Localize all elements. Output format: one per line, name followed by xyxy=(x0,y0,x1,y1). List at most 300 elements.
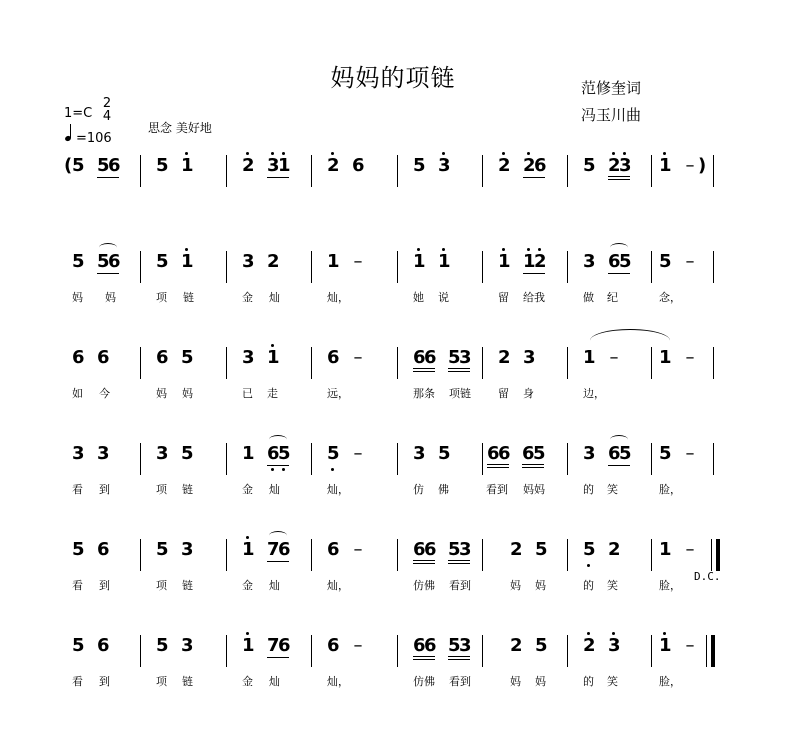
lyric: 灿， xyxy=(327,291,349,304)
note-group xyxy=(352,539,364,563)
barline xyxy=(567,539,568,571)
lyric: 给我 xyxy=(523,291,545,304)
note: 5 xyxy=(72,251,85,272)
note: 2 xyxy=(327,155,340,176)
barline xyxy=(311,635,312,667)
lyric: 项 xyxy=(156,483,167,496)
note: 6 xyxy=(534,155,547,176)
note-group xyxy=(608,443,630,466)
lyric: 妈 xyxy=(182,387,193,400)
da-capo-mark: D.C. xyxy=(694,570,721,583)
note: 5 xyxy=(448,539,461,560)
note-group xyxy=(72,539,84,563)
note: 6 xyxy=(352,155,365,176)
note: 6 xyxy=(327,635,340,656)
lyric: 灿， xyxy=(327,483,349,496)
lyric: 如 xyxy=(72,387,83,400)
note-group xyxy=(242,155,254,179)
lyric: 远， xyxy=(327,387,349,400)
lyric: 灿 xyxy=(269,675,280,688)
lyric: 妈 xyxy=(72,291,83,304)
note-group xyxy=(352,635,364,659)
time-signature-top: 2 xyxy=(102,96,112,111)
note: 2 xyxy=(510,539,523,560)
note-group xyxy=(684,635,696,659)
measure xyxy=(413,155,463,211)
barline xyxy=(397,155,398,187)
lyric: 仿佛 xyxy=(413,675,435,688)
note-group xyxy=(523,347,535,371)
note: 6 xyxy=(413,539,426,560)
lyric: 金 xyxy=(242,675,253,688)
barline xyxy=(397,635,398,667)
note-group xyxy=(498,155,510,179)
lyric: 妈妈 xyxy=(523,483,545,496)
note-group xyxy=(535,635,547,659)
dash: – xyxy=(353,539,363,560)
note-group xyxy=(583,635,595,659)
lyric: 笑 xyxy=(607,579,618,592)
barline xyxy=(140,635,141,667)
note: 2 xyxy=(608,539,621,560)
dash: – xyxy=(353,443,363,464)
lyric: 她 xyxy=(413,291,424,304)
note: 5 xyxy=(583,539,596,560)
barline xyxy=(311,155,312,187)
lyric: 脸， xyxy=(659,483,681,496)
note: 6 xyxy=(108,251,121,272)
lyric: 灿 xyxy=(269,291,280,304)
note-group xyxy=(352,347,364,371)
lyric: 笑 xyxy=(607,675,618,688)
dash: – xyxy=(685,251,695,272)
dash: – xyxy=(685,347,695,368)
note: 5 xyxy=(97,155,110,176)
barline xyxy=(482,251,483,283)
lyric: 项 xyxy=(156,291,167,304)
lyric: 项 xyxy=(156,579,167,592)
barline xyxy=(482,539,483,571)
note: 1 xyxy=(267,347,280,368)
note-group xyxy=(267,347,279,371)
note-group xyxy=(413,251,425,275)
note: 6 xyxy=(278,635,291,656)
lyric: 仿佛 xyxy=(413,579,435,592)
note-group xyxy=(498,347,510,371)
barline xyxy=(140,155,141,187)
barline xyxy=(311,443,312,475)
barline xyxy=(140,251,141,283)
barline xyxy=(226,251,227,283)
barline xyxy=(651,539,652,571)
note-group xyxy=(522,443,544,468)
note: 3 xyxy=(459,539,472,560)
note: 1 xyxy=(278,155,291,176)
note: 1 xyxy=(242,539,255,560)
note-group xyxy=(608,635,620,659)
final-barline xyxy=(716,539,720,571)
expression-mark: 思念 美好地 xyxy=(148,121,212,135)
barline xyxy=(713,347,714,379)
note: 6 xyxy=(498,443,511,464)
note-group xyxy=(97,635,109,659)
barline xyxy=(226,155,227,187)
open-paren: ( xyxy=(64,155,73,176)
note: 5 xyxy=(438,443,451,464)
note: 6 xyxy=(522,443,535,464)
score-row-3 xyxy=(0,347,786,407)
note: 5 xyxy=(659,251,672,272)
note-group xyxy=(267,635,289,658)
dash: – xyxy=(353,347,363,368)
lyric: 看到 xyxy=(449,579,471,592)
barline xyxy=(140,539,141,571)
lyric: 看 xyxy=(72,579,83,592)
note: 5 xyxy=(156,539,169,560)
note: 3 xyxy=(608,635,621,656)
note: 5 xyxy=(156,251,169,272)
song-title: 妈妈的项链 xyxy=(330,64,456,92)
note: 6 xyxy=(424,347,437,368)
barline xyxy=(482,635,483,667)
note-group xyxy=(181,635,193,659)
note: 5 xyxy=(448,347,461,368)
measure xyxy=(242,155,302,211)
note: 1 xyxy=(242,443,255,464)
note: 1 xyxy=(242,635,255,656)
note: 6 xyxy=(97,347,110,368)
lyric: 看 xyxy=(72,675,83,688)
barline xyxy=(311,251,312,283)
note-group xyxy=(181,443,193,467)
time-signature-bottom: 4 xyxy=(102,109,112,124)
note-group xyxy=(583,539,595,563)
note: 3 xyxy=(267,155,280,176)
note: 2 xyxy=(498,155,511,176)
lyric: 那条 xyxy=(413,387,435,400)
note-group xyxy=(181,539,193,563)
note-group xyxy=(97,539,109,563)
note: 1 xyxy=(181,251,194,272)
note-group xyxy=(242,251,254,275)
lyric: 项 xyxy=(156,675,167,688)
note-group xyxy=(413,443,425,467)
time-signature xyxy=(102,97,112,123)
lyric: 的 xyxy=(583,579,594,592)
lyric: 看到 xyxy=(486,483,508,496)
note: 2 xyxy=(510,635,523,656)
lyric: 灿， xyxy=(327,675,349,688)
note-head xyxy=(64,135,71,142)
lyric: 妈 xyxy=(535,675,546,688)
note-group xyxy=(510,635,522,659)
note-group xyxy=(242,443,254,467)
note-group xyxy=(72,155,84,179)
dash: – xyxy=(685,635,695,656)
measure xyxy=(498,155,558,211)
note-group xyxy=(327,347,339,371)
note-group xyxy=(72,251,84,275)
lyric: 留 xyxy=(498,387,509,400)
note: 6 xyxy=(108,155,121,176)
note-group xyxy=(97,155,119,178)
note: 5 xyxy=(97,251,110,272)
note: 3 xyxy=(459,347,472,368)
barline xyxy=(713,443,714,475)
note: 1 xyxy=(659,539,672,560)
note-group xyxy=(413,347,435,372)
measure xyxy=(583,155,643,211)
lyric: 纪 xyxy=(607,291,618,304)
score-row-4 xyxy=(0,443,786,503)
lyric: 今 xyxy=(99,387,110,400)
note: 5 xyxy=(659,443,672,464)
key-signature: 1=C xyxy=(64,106,93,121)
note-group xyxy=(523,251,545,274)
note-group xyxy=(413,155,425,179)
note-group xyxy=(659,539,671,563)
note: 5 xyxy=(535,539,548,560)
lyric: 佛 xyxy=(438,483,449,496)
barline xyxy=(482,347,483,379)
barline xyxy=(140,443,141,475)
note: 5 xyxy=(327,443,340,464)
note: 1 xyxy=(438,251,451,272)
note: 5 xyxy=(448,635,461,656)
note: 6 xyxy=(608,443,621,464)
barline xyxy=(567,443,568,475)
note: 6 xyxy=(487,443,500,464)
barline xyxy=(567,635,568,667)
note-group xyxy=(684,539,696,563)
tempo-marking: =106 xyxy=(76,131,112,146)
barline xyxy=(140,347,141,379)
note-group xyxy=(156,155,168,179)
note-group xyxy=(327,443,339,467)
note: 3 xyxy=(413,443,426,464)
note: 3 xyxy=(583,443,596,464)
dash: – xyxy=(353,251,363,272)
note-group xyxy=(684,443,696,467)
note: 6 xyxy=(278,539,291,560)
lyric: 边， xyxy=(583,387,605,400)
note-group xyxy=(242,347,254,371)
dash: – xyxy=(685,539,695,560)
note: 2 xyxy=(534,251,547,272)
score-row-5 xyxy=(0,539,786,599)
dash: – xyxy=(685,443,695,464)
barline xyxy=(706,635,707,667)
note-group xyxy=(659,443,671,467)
note: 5 xyxy=(156,155,169,176)
note-group xyxy=(156,347,168,371)
barline xyxy=(482,155,483,187)
note-group xyxy=(156,539,168,563)
note-group xyxy=(352,251,364,275)
note: 6 xyxy=(97,539,110,560)
note: 3 xyxy=(181,635,194,656)
note-group xyxy=(97,251,119,274)
note: 1 xyxy=(327,251,340,272)
note-group xyxy=(156,635,168,659)
barline xyxy=(567,251,568,283)
note: 5 xyxy=(533,443,546,464)
note-group xyxy=(97,443,109,467)
lyric: 到 xyxy=(99,579,110,592)
barline xyxy=(397,251,398,283)
note-group xyxy=(267,155,289,178)
lyric: 念， xyxy=(659,291,681,304)
lyric: 金 xyxy=(242,291,253,304)
lyric: 看 xyxy=(72,483,83,496)
lyric: 妈 xyxy=(156,387,167,400)
note: 6 xyxy=(424,635,437,656)
note-group xyxy=(448,539,470,564)
note: 3 xyxy=(242,347,255,368)
note: 5 xyxy=(583,155,596,176)
lyric: 链 xyxy=(182,579,193,592)
note: 5 xyxy=(72,635,85,656)
barline xyxy=(482,443,483,475)
score-row-2 xyxy=(0,251,786,311)
barline xyxy=(651,635,652,667)
dash: – xyxy=(685,155,695,176)
tie-arc xyxy=(590,329,670,352)
note-group xyxy=(583,251,595,275)
barline xyxy=(651,251,652,283)
note-group xyxy=(510,539,522,563)
lyric: 妈 xyxy=(510,579,521,592)
note: 5 xyxy=(619,443,632,464)
note: 6 xyxy=(413,347,426,368)
lyric: 妈 xyxy=(535,579,546,592)
note-group xyxy=(267,539,289,562)
note: 1 xyxy=(659,155,672,176)
note: 7 xyxy=(267,539,280,560)
note: 7 xyxy=(267,635,280,656)
lyric: 说 xyxy=(438,291,449,304)
note: 5 xyxy=(156,635,169,656)
note-group xyxy=(327,155,339,179)
note: 3 xyxy=(72,443,85,464)
barline xyxy=(226,347,227,379)
note-group xyxy=(608,539,620,563)
note-group xyxy=(448,635,470,660)
note: 3 xyxy=(523,347,536,368)
note-group xyxy=(413,635,435,660)
note-group xyxy=(72,443,84,467)
note-group xyxy=(181,155,193,179)
note: 6 xyxy=(327,347,340,368)
lyric: 笑 xyxy=(607,483,618,496)
note: 5 xyxy=(72,539,85,560)
note: 6 xyxy=(424,539,437,560)
note-group xyxy=(498,251,510,275)
note-group xyxy=(684,251,696,275)
dash: – xyxy=(353,635,363,656)
note-group xyxy=(608,155,630,180)
note-group xyxy=(583,155,595,179)
barline xyxy=(311,347,312,379)
note-group xyxy=(327,539,339,563)
note-group xyxy=(659,251,671,275)
note-group xyxy=(535,539,547,563)
note-group xyxy=(352,443,364,467)
barline xyxy=(713,155,714,187)
barline xyxy=(311,539,312,571)
note: 1 xyxy=(659,635,672,656)
note: 3 xyxy=(583,251,596,272)
lyric: 妈 xyxy=(105,291,116,304)
barline xyxy=(651,443,652,475)
dash: – xyxy=(609,347,619,368)
note: 3 xyxy=(459,635,472,656)
note: 3 xyxy=(156,443,169,464)
note-group xyxy=(72,635,84,659)
close-paren: ) xyxy=(698,155,707,176)
lyric: 走 xyxy=(267,387,278,400)
barline xyxy=(397,347,398,379)
lyric: 妈 xyxy=(510,675,521,688)
lyric: 的 xyxy=(583,483,594,496)
note-group xyxy=(438,155,450,179)
barline xyxy=(713,251,714,283)
note: 6 xyxy=(327,539,340,560)
note: 5 xyxy=(535,635,548,656)
note: 3 xyxy=(438,155,451,176)
note-group xyxy=(156,443,168,467)
lyric: 的 xyxy=(583,675,594,688)
note-group xyxy=(156,251,168,275)
note: 3 xyxy=(181,539,194,560)
note-group xyxy=(72,347,84,371)
note: 1 xyxy=(659,347,672,368)
barline xyxy=(567,155,568,187)
note: 2 xyxy=(498,347,511,368)
note: 5 xyxy=(619,251,632,272)
note-group xyxy=(352,155,364,179)
measure xyxy=(659,155,706,211)
lyric: 做 xyxy=(583,291,594,304)
note: 5 xyxy=(278,443,291,464)
note: 2 xyxy=(583,635,596,656)
note: 6 xyxy=(413,635,426,656)
lyric: 链 xyxy=(183,291,194,304)
note: 5 xyxy=(181,443,194,464)
lyric: 留 xyxy=(498,291,509,304)
note-group xyxy=(659,155,671,179)
measure xyxy=(327,155,377,211)
note: 2 xyxy=(267,251,280,272)
lyric: 已 xyxy=(242,387,253,400)
score-row-6 xyxy=(0,635,786,695)
note: 3 xyxy=(619,155,632,176)
note: 6 xyxy=(72,347,85,368)
note: 1 xyxy=(583,347,596,368)
note-group xyxy=(242,539,254,563)
note: 3 xyxy=(242,251,255,272)
lyric: 看到 xyxy=(449,675,471,688)
lyric: 身 xyxy=(523,387,534,400)
barline xyxy=(397,539,398,571)
barline xyxy=(226,443,227,475)
note-group xyxy=(583,443,595,467)
final-barline xyxy=(711,635,715,667)
note: 1 xyxy=(181,155,194,176)
note: 1 xyxy=(413,251,426,272)
note-group xyxy=(487,443,509,468)
note-group xyxy=(181,347,193,371)
